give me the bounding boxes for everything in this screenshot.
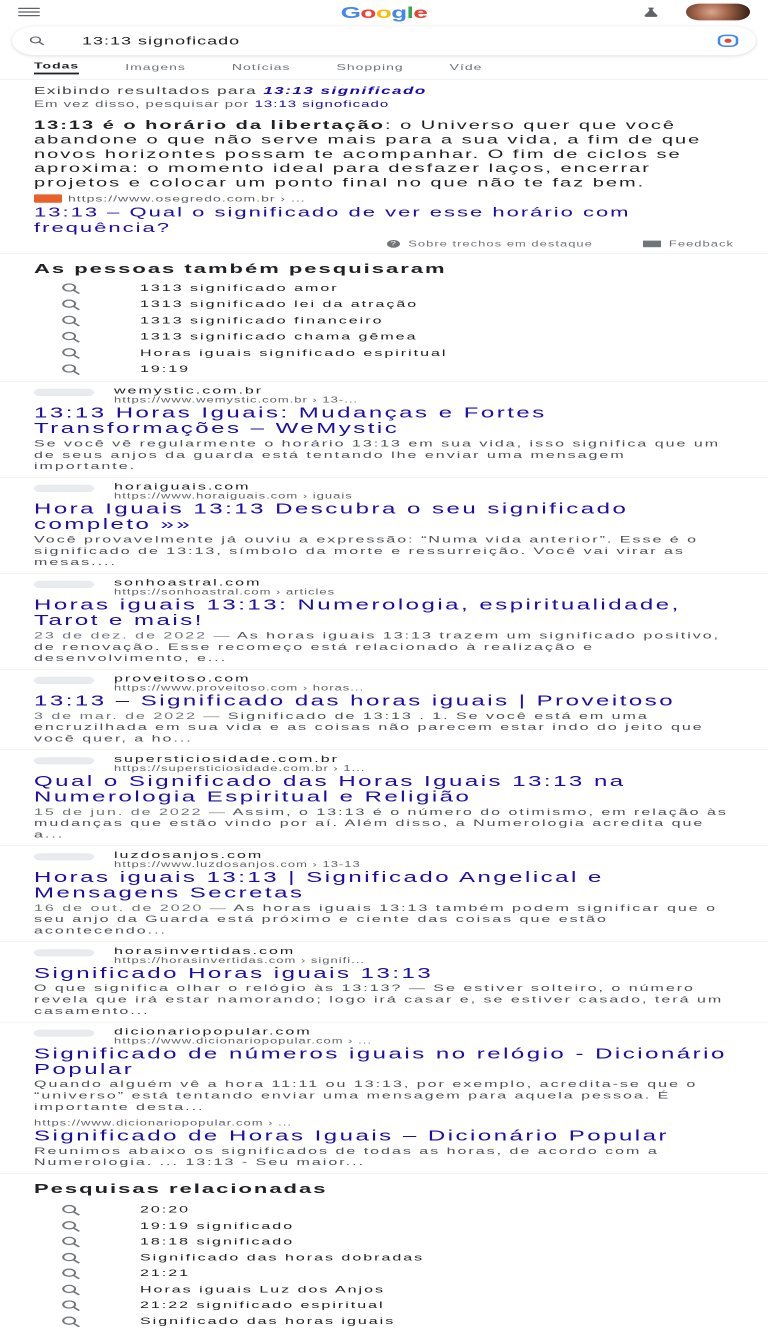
featured-text: : o Universo quer que você abandone o que não serve mais para a sua vida, a fim de que novos horizontes possam te acompanhar. O fim de ciclos se aproxima: o momento ideal para desfazer laços, encerrar projetos e colocar um ponto final no que não te faz bem. [34, 118, 702, 190]
people-also-item[interactable] [34, 296, 734, 312]
result-snippet [34, 902, 734, 936]
result-snippet [34, 983, 734, 1017]
google-lens-icon[interactable] [716, 34, 740, 48]
result-snippet-text: As horas iguais 13:13 também podem significar que o seu anjo da Guarda está próximo e ciente das coisas que estão acontecendo... [34, 903, 718, 937]
site-favicon [34, 1030, 94, 1037]
people-also-label: 1313 significado chama gêmea [140, 331, 418, 342]
original-query-link[interactable]: 13:13 signoficado [254, 99, 390, 110]
result-snippet-text: O que significa olhar o relógio às 13:13? — Se estiver solteiro, o número revela que irá estar namorando; logo irá casar e, se estiver casado, terá um casamento... [34, 983, 724, 1017]
search-icon [60, 1204, 82, 1217]
result-snippet-text: Assim, o 13:13 é o número do otimismo, em relação às mudanças que estão vindo por aí. Além disso, a Numerologia acredita que a... [34, 807, 728, 841]
search-result [0, 846, 768, 942]
result-title-link[interactable]: Horas iguais 13:13 | Significado Angelical e Mensagens Secretas [34, 869, 604, 902]
related-search-item[interactable] [34, 1234, 734, 1250]
people-also-title: As pessoas também pesquisaram [34, 261, 447, 276]
logo-letter: g [391, 3, 407, 22]
labs-flask-icon[interactable] [642, 7, 660, 18]
search-icon [60, 363, 82, 376]
search-box[interactable] [12, 26, 756, 55]
search-icon [60, 282, 82, 295]
result-title-link[interactable]: Qual o Significado das Horas Iguais 13:13 na Numerologia Espiritual e Religião [34, 773, 626, 806]
corrected-query-link[interactable]: 13:13 significado [263, 85, 427, 97]
result-title-link[interactable]: 13:13 Horas Iguais: Mudanças e Fortes Transformações – WeMystic [34, 405, 547, 437]
related-search-item[interactable] [34, 1266, 734, 1282]
result-snippet-text: Significado de 13:13 . 1. Se você está em uma encruzilhada em sua vida e as coisas não parecem estar indo do jeito que você quer, a ho... [34, 711, 704, 744]
result-date: 23 de dez. de 2022 — [34, 630, 238, 641]
people-also-label: 1313 significado amor [140, 282, 339, 294]
about-snippets-link[interactable]: Sobre trechos em destaque [408, 239, 593, 249]
result-snippet [34, 1079, 734, 1113]
search-icon [28, 35, 46, 46]
people-also-item[interactable] [34, 313, 734, 329]
related-searches-title: Pesquisas relacionadas [34, 1180, 328, 1196]
site-favicon [34, 757, 94, 764]
related-search-item[interactable] [34, 1218, 734, 1234]
related-search-label: 19:19 significado [140, 1220, 295, 1232]
result-snippet-text: Você provavelmente já ouviu a expressão: “Numa vida anterior”. Esse é o significado de 13:13, símbolo da morte e ressurreição. Você vai virar as mesas.... [34, 534, 699, 568]
search-result [0, 478, 768, 574]
result-site-name[interactable]: horasinvertidas.com [114, 946, 296, 957]
result-site-name[interactable]: supersticiosidade.com.br [114, 754, 339, 765]
result-url[interactable]: https://horasinvertidas.com › signifi... [114, 955, 365, 965]
related-search-label: Significado das horas dobradas [140, 1252, 425, 1263]
people-also-label: 1313 significado lei da atração [140, 299, 419, 310]
result-date: 16 de out. de 2020 — [34, 903, 234, 914]
alt-query-prefix: Em vez disso, pesquisar por [34, 99, 255, 110]
sub-result-url[interactable]: https://www.dicionariopopular.com › ... [34, 1118, 292, 1128]
logo-letter: l [406, 3, 414, 22]
search-icon [60, 1315, 82, 1328]
related-search-label: 18:18 significado [140, 1236, 295, 1247]
related-search-label: Horas iguais Luz dos Anjos [140, 1284, 385, 1295]
people-also-list [0, 280, 768, 377]
result-snippet [34, 438, 734, 472]
result-site-name[interactable]: horaiguais.com [114, 481, 251, 493]
result-url[interactable]: https://sonhoastral.com › articles [114, 587, 336, 597]
search-icon [60, 330, 82, 343]
correction-prefix: Exibindo resultados para [34, 85, 264, 97]
related-search-label: Significado das horas iguais [140, 1316, 396, 1327]
menu-icon[interactable] [18, 8, 40, 16]
result-snippet-text: Quando alguém vê a hora 11:11 ou 13:13, por exemplo, acredita-se que o “universo” está tentando enviar uma mensagem para aquela pessoa. É importante desta... [34, 1079, 698, 1113]
feedback-link[interactable]: Feedback [668, 239, 734, 249]
site-favicon [34, 853, 94, 860]
site-favicon [34, 677, 94, 684]
related-search-item[interactable] [34, 1202, 734, 1218]
result-url[interactable]: https://www.proveitoso.com › horas... [114, 683, 365, 693]
people-also-label: 19:19 [140, 363, 191, 375]
result-title-link[interactable]: Hora Iguais 13:13 Descubra o seu significado completo »» [34, 501, 629, 533]
logo-letter: G [340, 3, 361, 22]
spelling-correction [0, 80, 768, 115]
tab-noticias[interactable]: Notícias [231, 62, 291, 72]
result-url[interactable]: https://www.dicionariopopular.com › ... [114, 1036, 372, 1046]
result-title-link[interactable]: 13:13 – Significado das horas iguais | Proveitoso [34, 693, 676, 710]
result-snippet [34, 806, 734, 840]
help-icon: ? [387, 240, 400, 248]
people-also-label: 1313 significado financeiro [140, 315, 384, 326]
result-site-name[interactable]: wemystic.com.br [114, 385, 264, 397]
google-logo[interactable] [341, 4, 428, 23]
result-date: 15 de jun. de 2022 — [34, 807, 233, 818]
site-favicon [34, 485, 94, 492]
site-favicon [34, 389, 94, 396]
people-also-item[interactable] [34, 361, 734, 377]
result-url[interactable]: https://www.horaiguais.com › iguais [114, 491, 353, 501]
feedback-icon [643, 241, 661, 248]
result-title-link[interactable]: Significado Horas iguais 13:13 [34, 965, 434, 982]
result-snippet [34, 534, 734, 568]
result-site-name[interactable]: sonhoastral.com [114, 577, 262, 588]
logo-letter: o [375, 3, 392, 22]
tab-shopping[interactable]: Shopping [336, 62, 404, 72]
featured-title-link[interactable]: 13:13 – Qual o significado de ver esse horário com frequência? [34, 204, 631, 236]
top-header [0, 0, 768, 24]
related-search-label: 21:21 [140, 1268, 191, 1279]
search-result [0, 1022, 768, 1173]
search-tabs [0, 55, 768, 80]
search-icon [60, 314, 82, 327]
search-icon [60, 347, 82, 360]
tab-videos[interactable]: Víde [449, 62, 483, 72]
related-search-item[interactable] [34, 1282, 734, 1298]
search-icon [60, 1251, 82, 1264]
result-snippet-text: Se você vê regularmente o horário 13:13 em sua vida, isso significa que um de seus anjos da guarda está tentando lhe enviar uma mensagem importante. [34, 438, 721, 472]
result-title-link[interactable]: Significado de números iguais no relógio - Dicionário Popular [34, 1045, 727, 1078]
logo-letter: e [413, 3, 428, 22]
result-snippet [34, 710, 734, 744]
site-favicon [34, 194, 62, 202]
search-icon [60, 298, 82, 311]
result-snippet [34, 630, 734, 664]
result-title-link[interactable]: Horas iguais 13:13: Numerologia, espiritualidade, Tarot e mais! [34, 597, 681, 629]
related-searches-list [0, 1200, 768, 1330]
site-favicon [34, 581, 94, 588]
search-result [0, 670, 768, 750]
result-snippet-text: As horas iguais 13:13 trazem um significado positivo, de renovação. Esse recomeço está relacionado à realização e desenvolvimento, e... [34, 630, 721, 664]
featured-bold: 13:13 é o horário da libertação [34, 118, 385, 132]
related-search-item[interactable] [34, 1250, 734, 1266]
related-search-label: 21:22 significado espiritual [140, 1300, 385, 1311]
search-result [0, 942, 768, 1022]
search-result [0, 574, 768, 670]
result-site-name[interactable]: proveitoso.com [114, 673, 251, 684]
search-icon [60, 1283, 82, 1296]
search-icon [60, 1236, 82, 1249]
sub-result-snippet: Reunimos abaixo os significados de todas as horas, de acordo com a Numerologia. ... 13:13 - Seu maior... [34, 1146, 659, 1168]
search-result [0, 750, 768, 846]
people-also-item[interactable] [34, 329, 734, 345]
people-also-item[interactable] [34, 280, 734, 296]
search-icon [60, 1299, 82, 1312]
search-icon [60, 1220, 82, 1233]
result-date: 3 de mar. de 2022 — [34, 711, 228, 722]
result-url[interactable]: https://www.wemystic.com.br › 13-... [114, 395, 359, 405]
tab-imagens[interactable]: Imagens [125, 62, 186, 72]
site-favicon [34, 949, 94, 956]
tab-todas[interactable]: Todas [34, 60, 79, 74]
result-site-name[interactable]: luzdosanjos.com [114, 850, 264, 861]
sub-result-title-link[interactable]: Significado de Horas Iguais – Dicionário Popular [34, 1128, 669, 1145]
avatar[interactable] [686, 4, 750, 21]
logo-letter: o [360, 3, 376, 22]
featured-snippet [0, 115, 768, 254]
search-result [0, 382, 768, 478]
people-also-item[interactable] [34, 345, 734, 361]
related-search-item[interactable] [34, 1298, 734, 1314]
search-icon [60, 1267, 82, 1280]
result-site-name[interactable]: dicionariopopular.com [114, 1026, 312, 1037]
search-input[interactable]: 13:13 signoficado [82, 34, 241, 47]
featured-source-url[interactable]: https://www.osegredo.com.br › ... [68, 193, 306, 204]
people-also-label: Horas iguais significado espiritual [140, 347, 448, 358]
result-url[interactable]: https://supersticiosidade.com.br › 1... [114, 763, 366, 773]
results-list [0, 382, 768, 1174]
related-search-item[interactable] [34, 1314, 734, 1330]
result-url[interactable]: https://www.luzdosanjos.com › 13-13 [114, 859, 361, 869]
related-search-label: 20:20 [140, 1204, 191, 1216]
